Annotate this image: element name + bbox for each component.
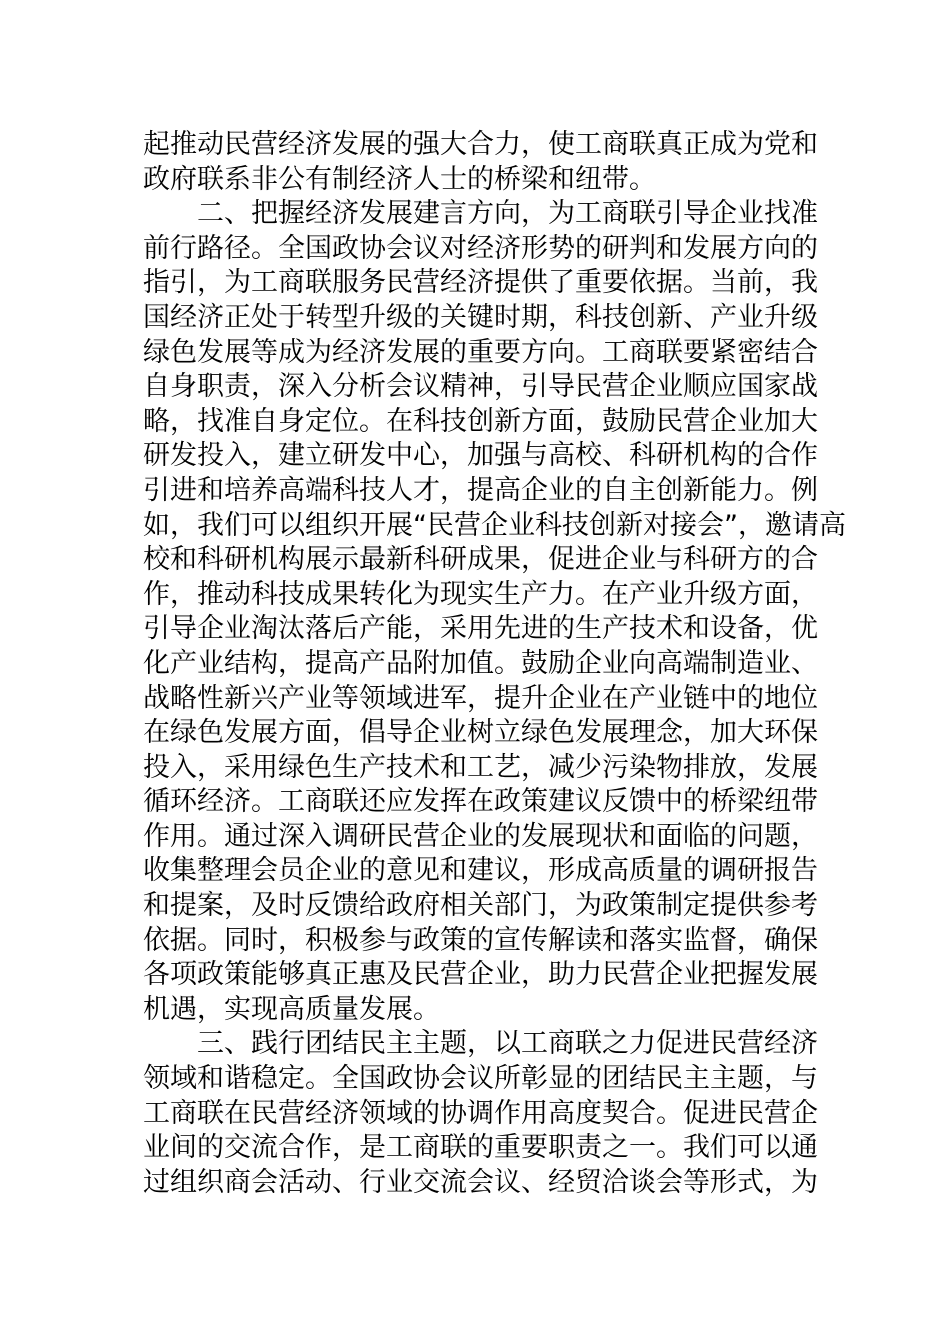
text-line: 战略性新兴产业等领域进军，提升企业在产业链中的地位: [143, 682, 818, 714]
document-body-text: [143, 128, 846, 1200]
text-line: 指引，为工商联服务民营经济提供了重要依据。当前，我: [143, 267, 818, 299]
text-line: 工商联在民营经济领域的协调作用高度契合。促进民营企: [143, 1097, 818, 1129]
text-line: 引导企业淘汰落后产能，采用先进的生产技术和设备，优: [143, 613, 818, 645]
text-line: 作用。通过深入调研民营企业的发展现状和面临的问题，: [143, 820, 818, 852]
text-line: 引进和培养高端科技人才，提高企业的自主创新能力。例: [143, 474, 818, 506]
text-line: 化产业结构，提高产品附加值。鼓励企业向高端制造业、: [143, 647, 818, 679]
text-line: 依据。同时，积极参与政策的宣传解读和落实监督，确保: [143, 924, 818, 956]
text-line: 自身职责，深入分析会议精神，引导民营企业顺应国家战: [143, 371, 818, 403]
text-line: 绿色发展等成为经济发展的重要方向。工商联要紧密结合: [143, 336, 818, 368]
text-line: 收集整理会员企业的意见和建议，形成高质量的调研报告: [143, 855, 818, 887]
text-line: 作，推动科技成果转化为现实生产力。在产业升级方面，: [143, 578, 818, 610]
text-line: 国经济正处于转型升级的关键时期，科技创新、产业升级: [143, 301, 818, 333]
text-line: 循环经济。工商联还应发挥在政策建议反馈中的桥梁纽带: [143, 786, 818, 818]
text-line: 机遇，实现高质量发展。: [143, 993, 440, 1025]
text-line: 校和科研机构展示最新科研成果，促进企业与科研方的合: [143, 544, 818, 576]
text-line: 各项政策能够真正惠及民营企业，助力民营企业把握发展: [143, 959, 818, 991]
paragraph-first-line: 三、践行团结民主主题，以工商联之力促进民营经济: [197, 1028, 818, 1060]
text-line: 如，我们可以组织开展“民营企业科技创新对接会”，邀请高: [143, 509, 846, 541]
text-line: 和提案，及时反馈给政府相关部门，为政策制定提供参考: [143, 890, 818, 922]
text-line: 领域和谐稳定。全国政协会议所彰显的团结民主主题，与: [143, 1063, 818, 1095]
text-line: 在绿色发展方面，倡导企业树立绿色发展理念，加大环保: [143, 717, 818, 749]
text-line: 略，找准自身定位。在科技创新方面，鼓励民营企业加大: [143, 405, 818, 437]
text-line: 投入，采用绿色生产技术和工艺，减少污染物排放，发展: [143, 751, 818, 783]
paragraph-first-line: 二、把握经济发展建言方向，为工商联引导企业找准: [197, 198, 818, 230]
text-line: 起推动民营经济发展的强大合力，使工商联真正成为党和: [143, 129, 818, 160]
text-line: 研发投入，建立研发中心，加强与高校、科研机构的合作: [143, 440, 818, 472]
text-line: 前行路径。全国政协会议对经济形势的研判和发展方向的: [143, 232, 818, 264]
text-line: 业间的交流合作，是工商联的重要职责之一。我们可以通: [143, 1132, 818, 1164]
text-line: 政府联系非公有制经济人士的桥梁和纽带。: [143, 163, 656, 195]
text-line: 过组织商会活动、行业交流会议、经贸洽谈会等形式，为: [143, 1166, 818, 1198]
